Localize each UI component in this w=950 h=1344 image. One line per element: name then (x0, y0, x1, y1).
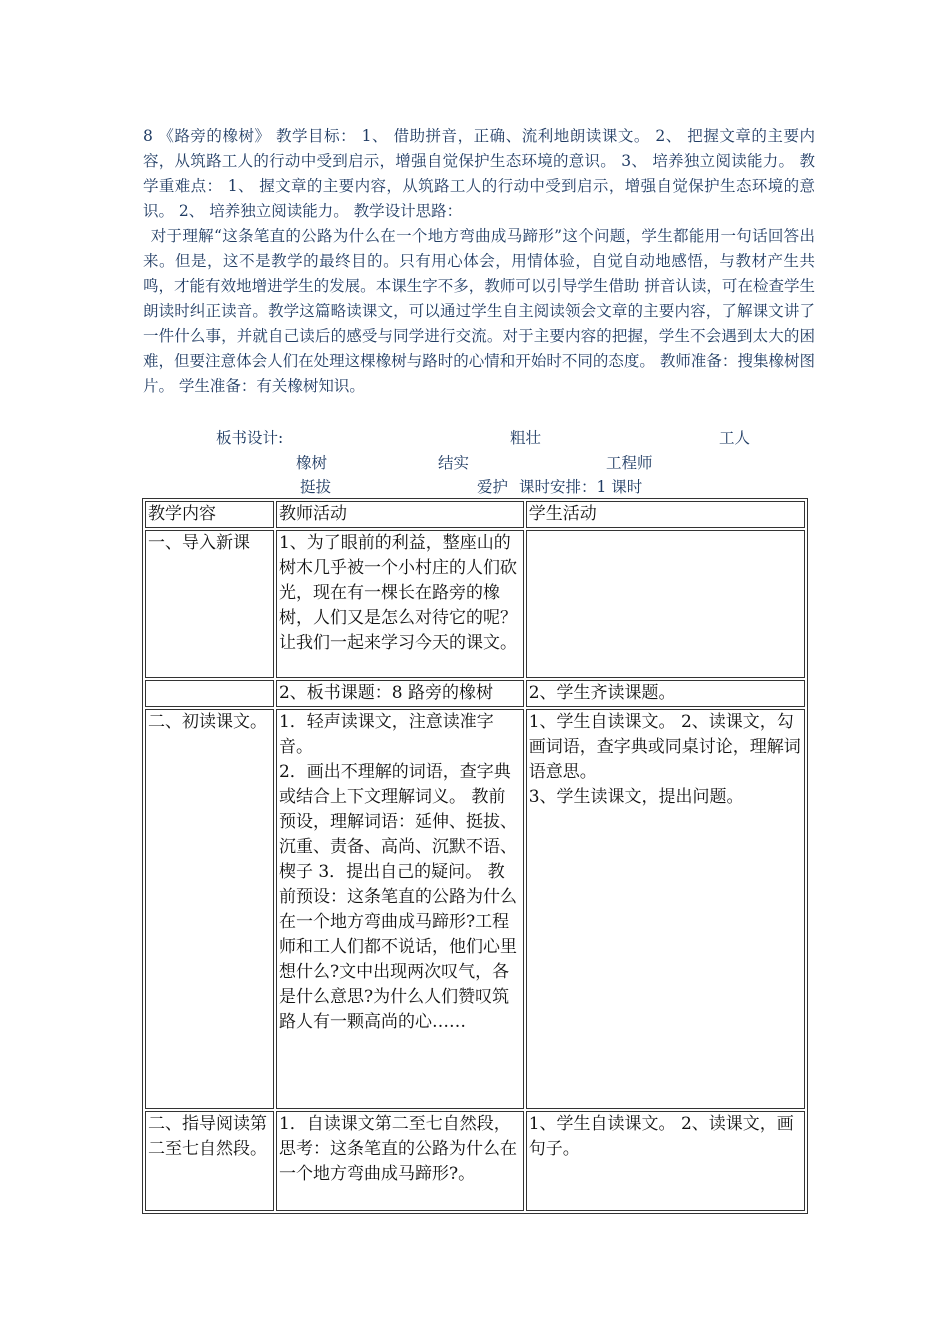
table-cell: 1．自读课文第二至七自然段，思考：这条笔直的公路为什么在一个地方弯曲成马蹄形?。 (276, 1111, 524, 1211)
table-header-row (145, 501, 805, 528)
table-row (145, 530, 805, 678)
design-paragraph: 对于理解“这条笔直的公路为什么在一个地方弯曲成马蹄形”这个问题，学生都能用一句话回答出来。但是，这不是教学的最终目的。只有用心体会，用情体验，自觉自动地感悟，与教材产生共鸣，才能有效地增进学生的发展。本课生字不多，教师可以引导学生借助 拼音认读，可在检查学生朗读时纠正读音。教学这篇略读课文，可以通过学生自主阅读领会文章的主要内容，了解课文讲了一件什么事，并就自己读后的感受与同学进行交流。对于主要内容的把握，学生不会遇到太大的困难，但要注意体会人们在处理这棵橡树与路时的心情和开始时不同的态度。 教师准备：搜集橡树图片。 学生准备：有关橡树知识。 (143, 227, 815, 395)
table-cell: 二、指导阅读第二至七自然段。 (145, 1111, 274, 1211)
table-cell: 一、导入新课 (145, 530, 274, 678)
board-word: 挺拔 (300, 478, 332, 496)
table-cell: 二、初读课文。 (145, 709, 274, 1109)
table-cell: 2、板书课题：8 路旁的橡树 (276, 680, 524, 707)
table-cell (145, 680, 274, 707)
board-word: 粗壮 (510, 429, 542, 447)
board-word: 结实 (438, 454, 470, 472)
objectives-paragraph: 8 《路旁的橡树》 教学目标： 1、 借助拼音，正确、流利地朗读课文。 2、 把握文章的主要内容，从筑路工人的行动中受到启示，增强自觉保护生态环境的意识。 3、 培养独立阅读能力。 教学重难点： 1、 握文章的主要内容，从筑路工人的行动中受到启示，增强自觉保护生态环境的意识。 2、 培养独立阅读能力。 教学设计思路： (143, 127, 815, 220)
board-label: 板书设计: (216, 429, 284, 447)
board-word: 工人 (719, 429, 751, 447)
header-cell: 教师活动 (276, 501, 524, 528)
board-word: 爱护 (477, 478, 509, 496)
table-cell: 2、学生齐读课题。 (526, 680, 805, 707)
table-row (145, 680, 805, 707)
table-cell (526, 530, 805, 678)
table-cell: 1、为了眼前的利益，整座山的树木几乎被一个小村庄的人们砍光，现在有一棵长在路旁的橡树，人们又是怎么对待它的呢？让我们一起来学习今天的课文。 (276, 530, 524, 678)
schedule: 课时安排：1 课时 (519, 478, 643, 496)
table-row (145, 1111, 805, 1211)
table-cell: 1、学生自读课文。 2、读课文，画句子。 (526, 1111, 805, 1211)
header-cell: 教学内容 (145, 501, 274, 528)
board-word: 工程师 (606, 454, 653, 472)
intro-text (143, 124, 815, 399)
lesson-plan-table (142, 498, 808, 1214)
board-word: 橡树 (296, 454, 328, 472)
header-cell: 学生活动 (526, 501, 805, 528)
table-row (145, 709, 805, 1109)
table-cell: 1、学生自读课文。 2、读课文，勾画词语，查字典或同桌讨论，理解词语意思。 3、学生读课文，提出问题。 (526, 709, 805, 1109)
table-cell: 1．轻声读课文，注意读准字音。 2．画出不理解的词语，查字典或结合上下文理解词义。 教前预设，理解词语：延伸、挺拔、沉重、责备、高尚、沉默不语、楔子 3．提出自己的疑问。 教前预设：这条笔直的公路为什么在一个地方弯曲成马蹄形?工程师和工人们都不说话，他们心里想什么?文中出现两次叹气，各是什么意思?为什么人们赞叹筑路人有一颗高尚的心…… (276, 709, 524, 1109)
